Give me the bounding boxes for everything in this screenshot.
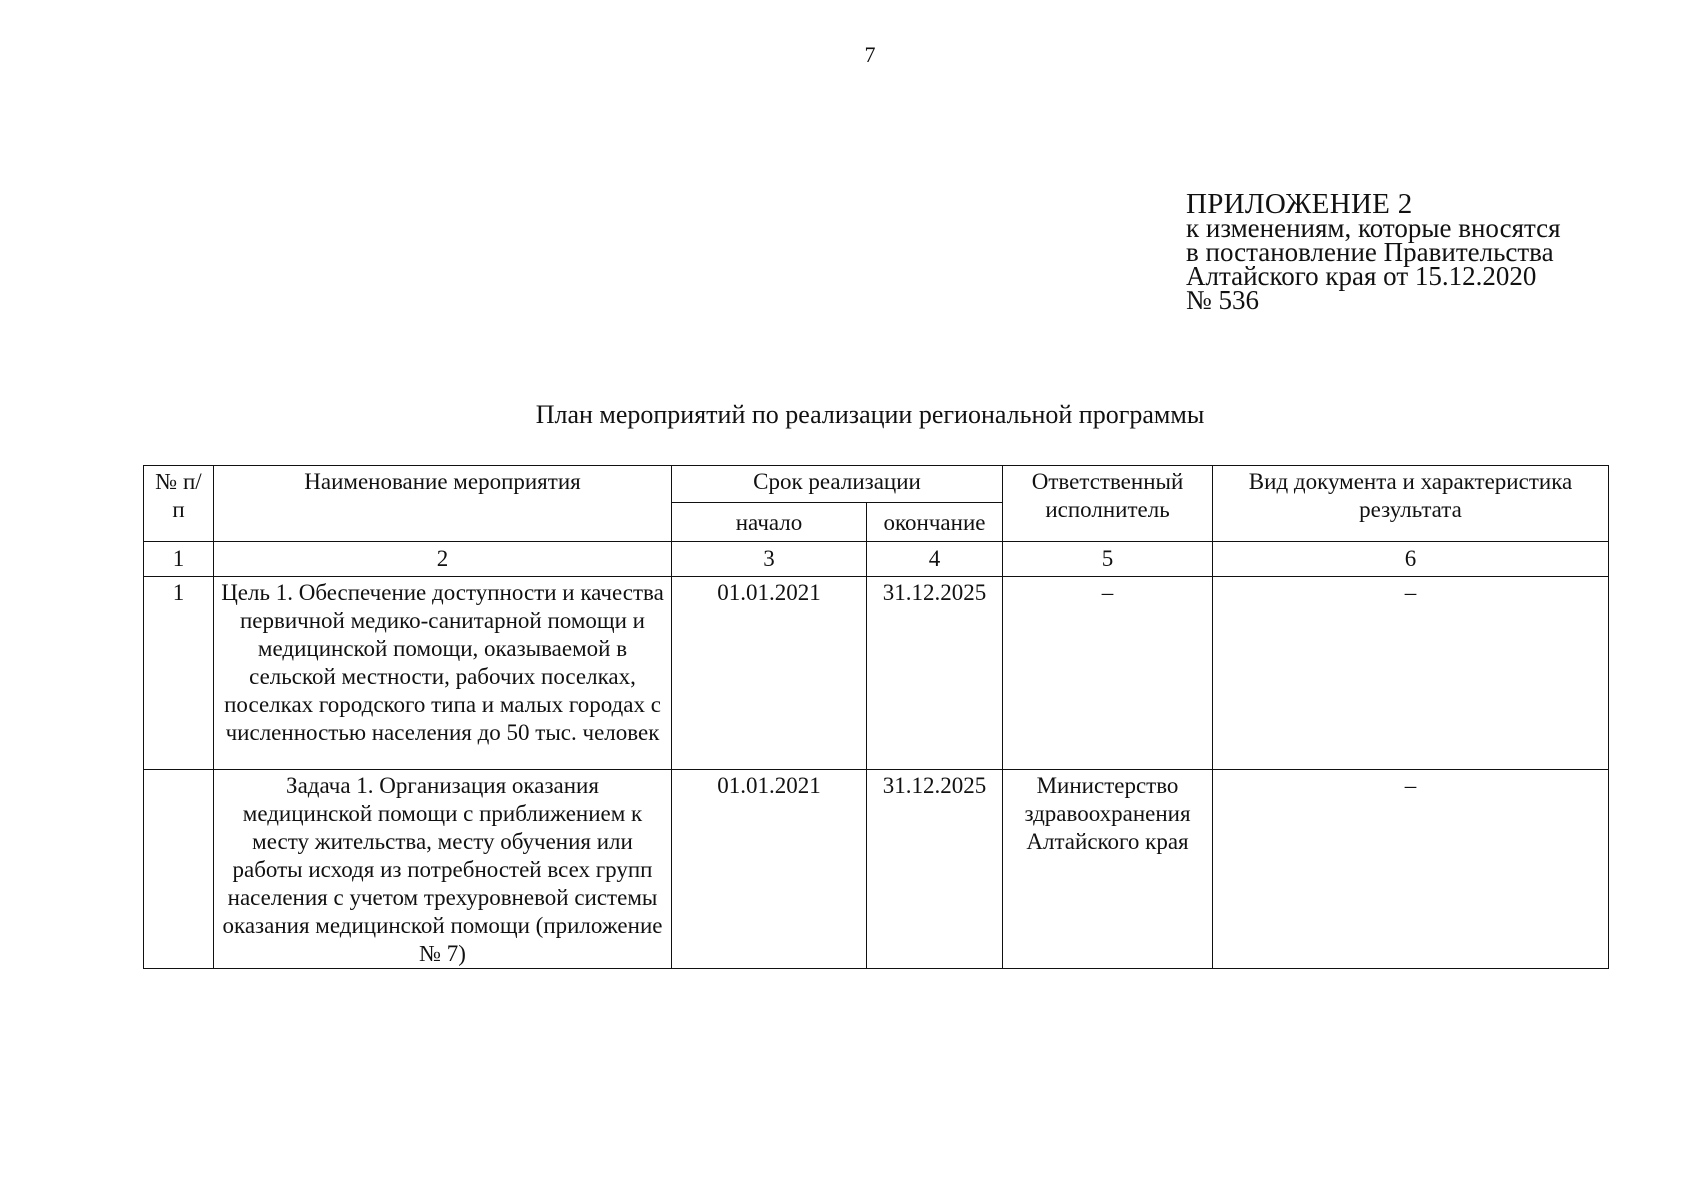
header-num: № п/п: [144, 466, 214, 542]
row-num: [144, 770, 214, 969]
header-result: Вид документа и характеристика результата: [1213, 466, 1609, 542]
table-row: [144, 577, 1609, 770]
plan-table: [143, 465, 1609, 969]
row-responsible: –: [1003, 577, 1213, 770]
header-name: Наименование мероприятия: [214, 466, 672, 542]
row-name: Цель 1. Обеспечение доступности и качества первичной медико-санитарной помощи и медицинской помощи, оказываемой в сельской местности, рабочих поселках, поселках городского типа и малых городах с численностью населения до 50 тыс. человек: [214, 577, 672, 770]
header-period: Срок реализации: [672, 466, 1003, 503]
row-end: 31.12.2025: [867, 770, 1003, 969]
row-responsible: Министерство здравоохранения Алтайского края: [1003, 770, 1213, 969]
header-start: начало: [672, 503, 867, 542]
row-start: 01.01.2021: [672, 577, 867, 770]
column-number: 6: [1213, 542, 1609, 577]
row-num: 1: [144, 577, 214, 770]
header-responsible: Ответственный исполнитель: [1003, 466, 1213, 542]
column-number: 3: [672, 542, 867, 577]
table-header-row: [144, 466, 1609, 503]
row-start: 01.01.2021: [672, 770, 867, 969]
column-number-row: [144, 542, 1609, 577]
appendix-line: № 536: [1186, 285, 1260, 315]
row-result: –: [1213, 577, 1609, 770]
appendix-line: в постановление Правительства: [1186, 237, 1554, 267]
column-number: 5: [1003, 542, 1213, 577]
appendix-line: Алтайского края от 15.12.2020: [1186, 261, 1537, 291]
column-number: 4: [867, 542, 1003, 577]
appendix-title: ПРИЛОЖЕНИЕ 2: [1186, 188, 1413, 220]
appendix-line: к изменениям, которые вносятся: [1186, 213, 1561, 243]
row-result: –: [1213, 770, 1609, 969]
column-number: 1: [144, 542, 214, 577]
header-end: окончание: [867, 503, 1003, 542]
table-row: [144, 770, 1609, 969]
page-number: 7: [864, 42, 876, 67]
row-end: 31.12.2025: [867, 577, 1003, 770]
row-name: Задача 1. Организация оказания медицинской помощи с приближением к месту жительства, месту обучения или работы исходя из потребностей всех групп населения с учетом трехуровневой системы оказания медицинской помощи (приложение № 7): [214, 770, 672, 969]
column-number: 2: [214, 542, 672, 577]
document-title: План мероприятий по реализации региональной программы: [535, 400, 1205, 429]
appendix-block: [1186, 188, 1561, 315]
